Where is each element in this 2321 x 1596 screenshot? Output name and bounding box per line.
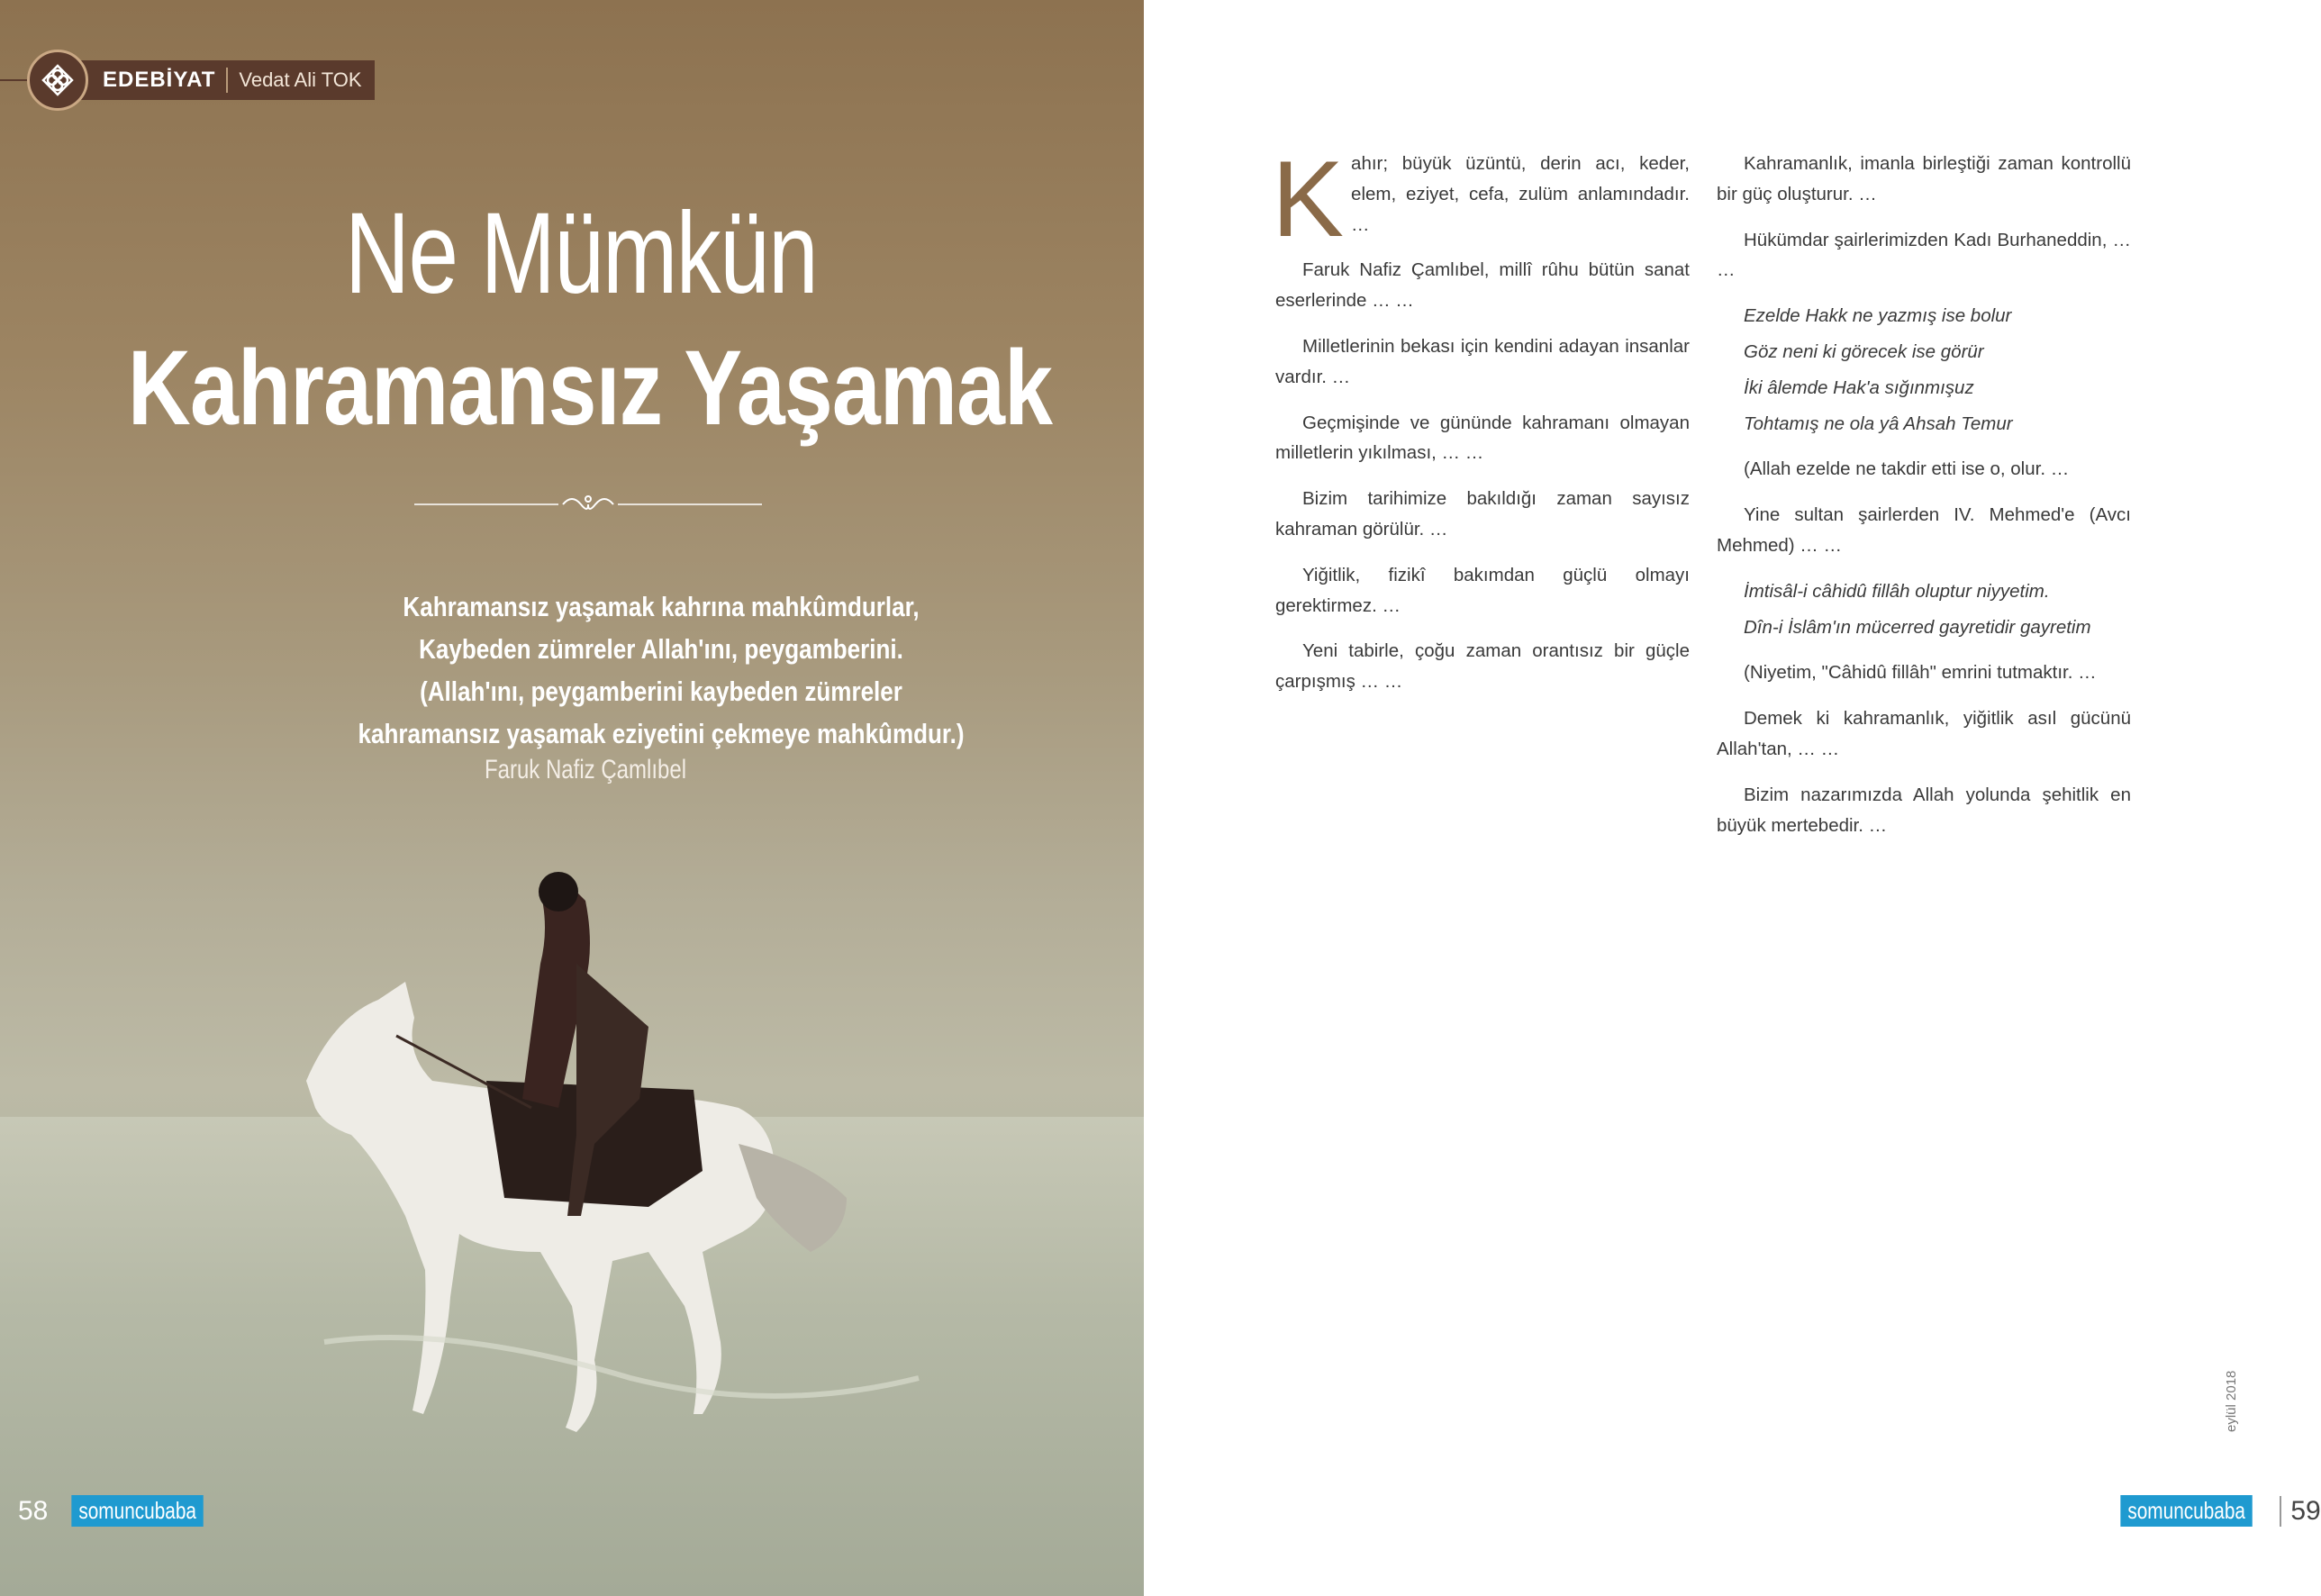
paragraph: Hükümdar şairlerimizden Kadı Burhaneddin, … … — [1717, 229, 2131, 281]
verse-line: İki âlemde Hak'a sığınmışuz — [1744, 376, 1974, 398]
verse-line: Dîn-i İslâm'ın mücerred gayretidir gayretim — [1744, 616, 2091, 638]
epigraph — [245, 585, 1077, 755]
brand-logo: somuncubaba — [2120, 1495, 2253, 1527]
section-tag — [77, 60, 375, 100]
drop-cap: K — [1272, 139, 1345, 259]
epigraph-author: Faruk Nafiz Çamlıbel — [484, 755, 687, 784]
verse-line: Ezelde Hakk ne yazmış ise bolur — [1744, 305, 2012, 327]
paragraph: Geçmişinde ve gününde kahramanı olmayan milletlerin yıkılması, … … — [1275, 412, 1690, 464]
folio-left — [18, 1495, 221, 1527]
epigraph-line: (Allah'ını, peygamberini kaybeden zümreler — [420, 676, 902, 707]
epigraph-line: kahramansız yaşamak eziyetini çekmeye mahkûmdur.) — [358, 718, 965, 749]
ornament-divider-icon — [414, 494, 762, 515]
paragraph: Bizim nazarımızda Allah yolunda şehitlik en büyük mertebedir. … — [1717, 784, 2131, 836]
paragraph: Milletlerinin bekası için kendini adayan insanlar vardır. … — [1275, 335, 1690, 387]
paragraph: Demek ki kahramanlık, yiğitlik asıl gücünü Allah'tan, … … — [1717, 708, 2131, 759]
paragraph: Faruk Nafiz Çamlıbel, millî rûhu bütün sanat eserlerinde … … — [1275, 259, 1690, 312]
header-separator — [226, 68, 228, 93]
title-line-2: Kahramansız Yaşamak — [127, 329, 1053, 448]
verse-line: Göz neni ki görecek ise görür — [1744, 340, 1984, 362]
article-column-2 — [1717, 149, 2131, 856]
brand-logo: somuncubaba — [72, 1495, 204, 1527]
article-column-1 — [1272, 139, 1690, 712]
section-name: EDEBİYAT — [103, 68, 216, 92]
verse-line: İmtisâl-i câhidû fillâh oluptur niyyetim. — [1744, 580, 2050, 602]
page-number-right: 59 — [2290, 1495, 2321, 1526]
verse-line: Tohtamış ne ola yâ Ahsah Temur — [1744, 413, 2013, 434]
folio-separator — [2280, 1496, 2281, 1527]
paragraph: Yiğitlik, fizikî bakımdan güçlü olmayı gerektirmez. … — [1275, 564, 1690, 616]
page-number-left: 58 — [18, 1495, 49, 1526]
title-line-1: Ne Mümkün — [344, 189, 818, 318]
paragraph: (Niyetim, "Câhidû fillâh" emrini tutmaktır. … — [1744, 662, 2097, 684]
issue-date-vertical: eylül 2018 — [2224, 1370, 2239, 1432]
epigraph-line: Kaybeden zümreler Allah'ını, peygamberini. — [419, 633, 903, 665]
paragraph-text: ahır; büyük üzüntü, derin acı, keder, elem, eziyet, cefa, zulüm anlamındadır. … — [1351, 153, 1690, 235]
paragraph — [1272, 139, 1690, 259]
paragraph: Bizim tarihimize bakıldığı zaman sayısız kahraman görülür. … — [1275, 488, 1690, 540]
magazine-emblem-icon — [27, 50, 88, 111]
folio-right — [2104, 1495, 2321, 1527]
paragraph: Kahramanlık, imanla birleştiği zaman kontrollü bir güç oluşturur. … — [1717, 153, 2131, 204]
paragraph: Yine sultan şairlerden IV. Mehmed'e (Avcı Mehmed) … … — [1717, 504, 2131, 556]
paragraph: (Allah ezelde ne takdir etti ise o, olur. … — [1744, 458, 2070, 480]
photo-page-left — [0, 0, 1144, 1596]
author-name: Vedat Ali TOK — [239, 68, 362, 91]
section-header — [0, 59, 375, 101]
paragraph: Yeni tabirle, çoğu zaman orantısız bir güçle çarpışmış … … — [1275, 640, 1690, 693]
horseman-illustration — [270, 874, 937, 1450]
epigraph-line: Kahramansız yaşamak kahrına mahkûmdurlar, — [403, 591, 920, 622]
